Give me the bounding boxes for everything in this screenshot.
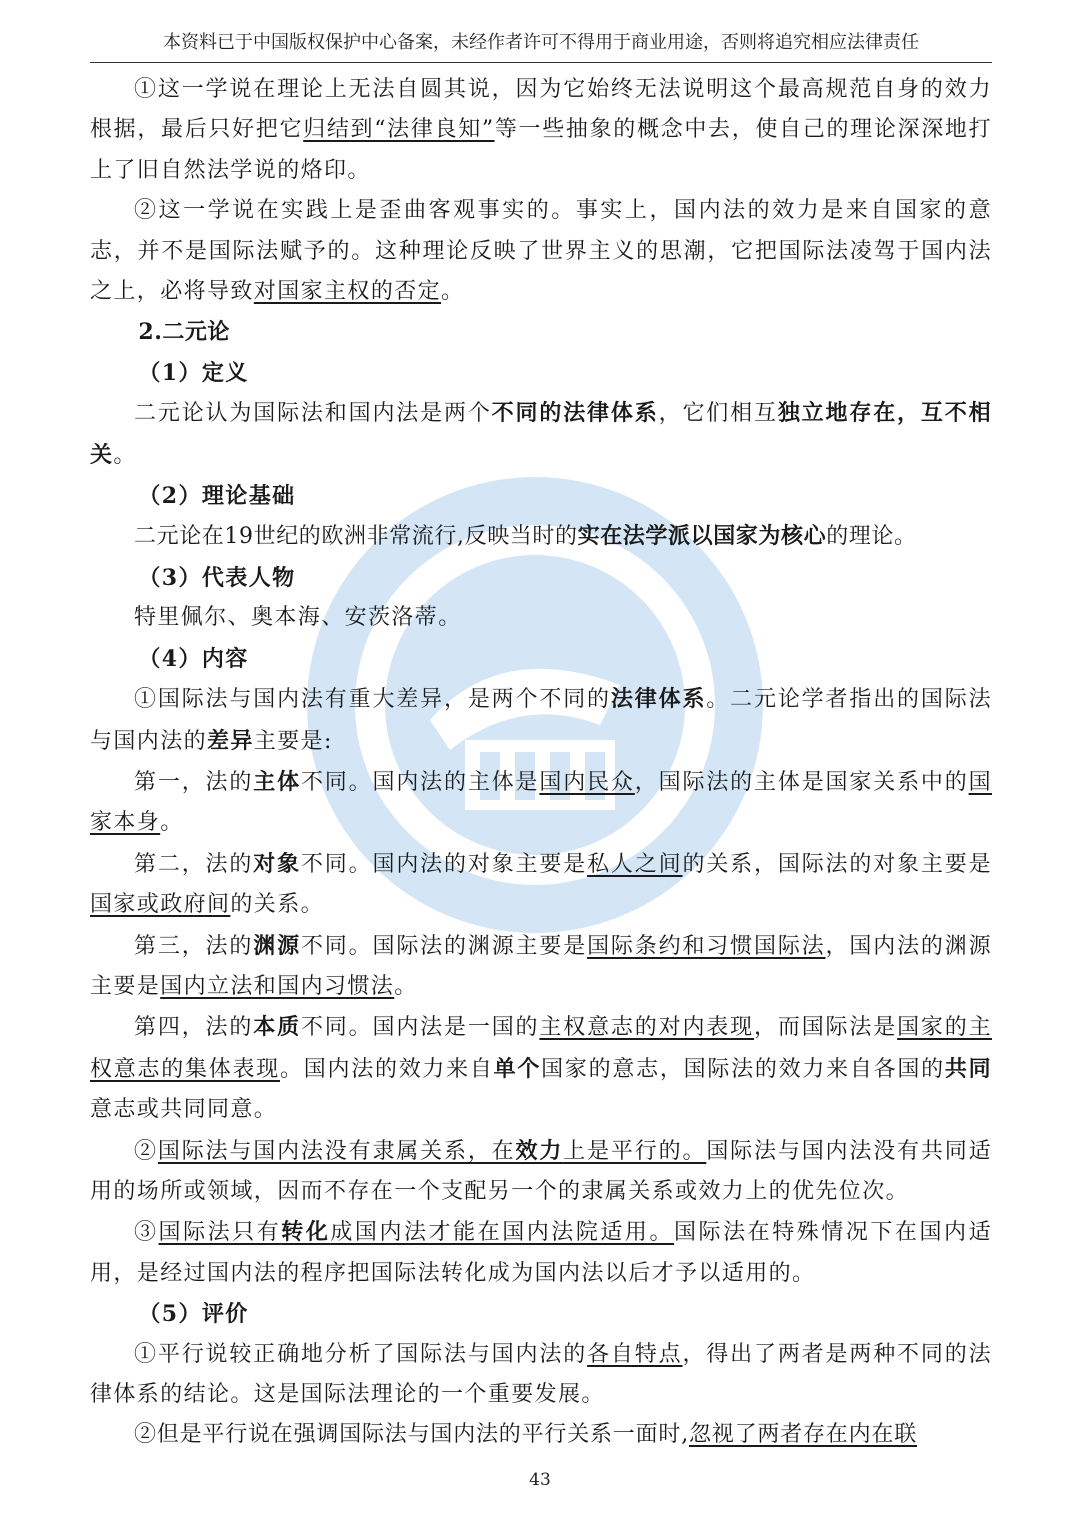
paragraph: ③国际法只有转化成国内法才能在国内法院适用。国际法在特殊情况下在国内适用，是经过国内法的程序把国际法转化成为国内法以后才予以适用的。 [90,1219,992,1286]
subsection-heading: （1）定义 [138,359,249,386]
paragraph: ①国际法与国内法有重大差异，是两个不同的法律体系。二元论学者指出的国际法与国内法的差异主要是: [90,686,992,754]
paragraph: 第四，法的本质不同。国内法是一国的主权意志的对内表现，而国际法是国家的主权意志的集体表现。国内法的效力来自单个国家的意志，国际法的效力来自各国的共同意志或共同同意。 [90,1014,993,1123]
document-body [90,70,992,1456]
paragraph: 二元论在19世纪的欧洲非常流行,反映当时的实在法学派以国家为核心的理论。 [134,523,917,550]
paragraph: ①平行说较正确地分析了国际法与国内法的各自特点，得出了两者是两种不同的法律体系的结论。这是国际法理论的一个重要发展。 [90,1341,992,1407]
paragraph: 第三，法的渊源不同。国际法的渊源主要是国际条约和习惯国际法，国内法的渊源主要是国内立法和国内习惯法。 [90,932,992,999]
copyright-notice: 本资料已于中国版权保护中心备案，未经作者许可不得用于商业用途，否则将追究相应法律责任 [163,32,919,53]
paragraph: 第一，法的主体不同。国内法的主体是国内民众，国际法的主体是国家关系中的国家本身。 [90,768,993,836]
subsection-heading: （4）内容 [138,645,249,672]
subsection-heading: （2）理论基础 [138,483,296,510]
paragraph: ②这一学说在实践上是歪曲客观事实的。事实上，国内法的效力是来自国家的意志，并不是国际法赋予的。这种理论反映了世界主义的思潮，它把国际法凌驾于国内法之上，必将导致对国家主权的否定。 [90,198,992,305]
paragraph: 二元论认为国际法和国内法是两个不同的法律体系，它们相互独立地存在，互不相关。 [90,400,992,468]
paragraph: 特里佩尔、奥本海、安茨洛蒂。 [134,605,462,631]
paragraph: ②国际法与国内法没有隶属关系，在效力上是平行的。国际法与国内法没有共同适用的场所或领域，因而不存在一个支配另一个的隶属关系或效力上的优先位次。 [90,1137,992,1204]
paragraph: ②但是平行说在强调国际法与国内法的平行关系一面时,忽视了两者存在内在联 [134,1422,918,1448]
subsection-heading: （3）代表人物 [138,564,296,591]
paragraph: ①这一学说在理论上无法自圆其说，因为它始终无法说明这个最高规范自身的效力根据，最后只好把它归结到“法律良知”等一些抽象的概念中去，使自己的理论深深地打上了旧自然法学说的烙印。 [90,77,992,183]
page-number: 43 [529,1470,551,1490]
section-heading: 2.二元论 [138,319,230,346]
subsection-heading: （5）评价 [138,1301,249,1328]
copyright-header [90,28,992,63]
paragraph: 第二，法的对象不同。国内法的对象主要是私人之间的关系，国际法的对象主要是国家或政府间的关系。 [90,850,993,918]
